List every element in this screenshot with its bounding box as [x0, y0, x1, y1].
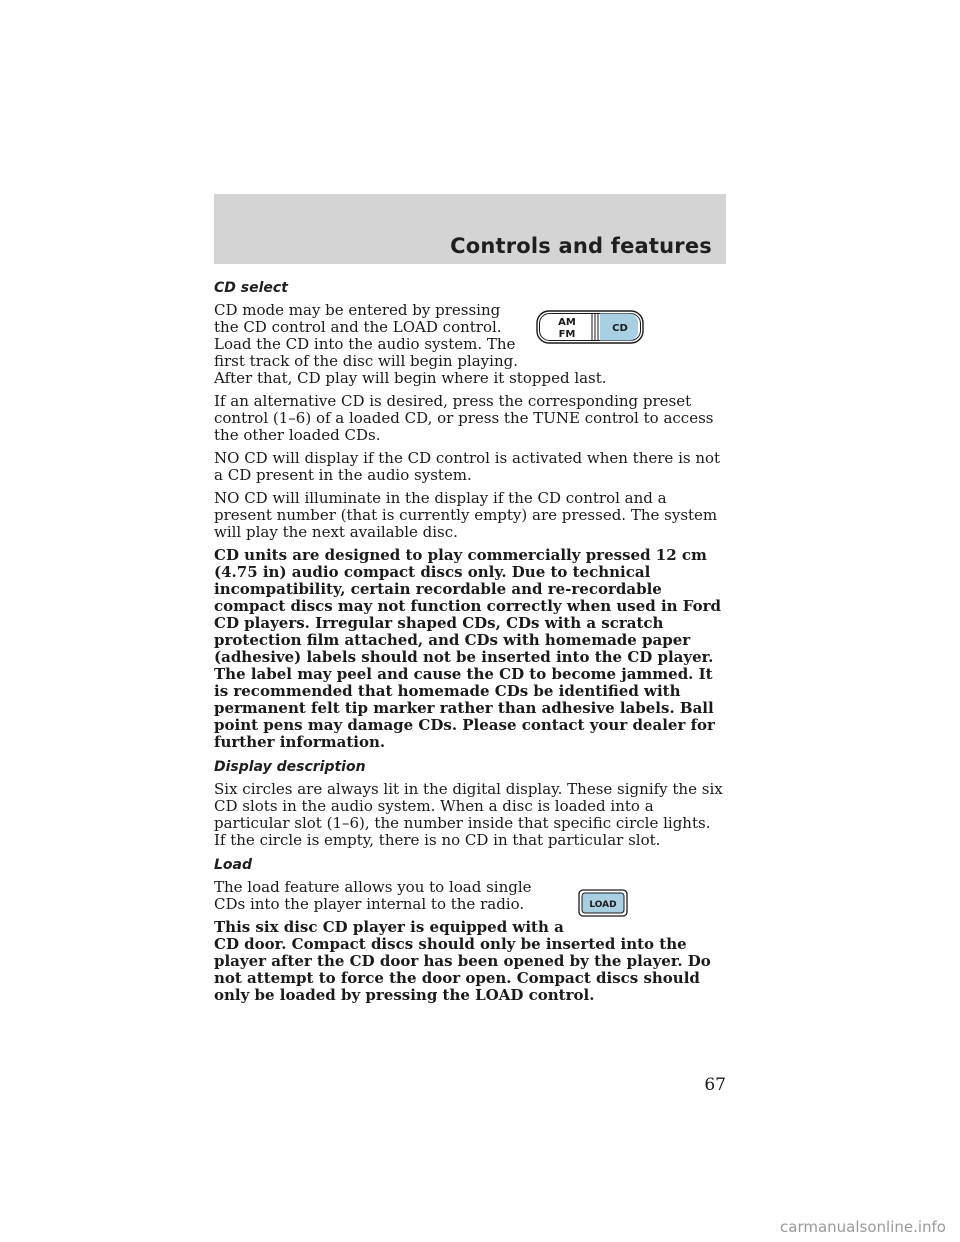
load-paragraph: The load feature allows you to load single CDs into the player internal to the radio.: [214, 878, 532, 913]
load-label: LOAD: [589, 900, 617, 910]
am-fm-cd-control-icon: [536, 310, 644, 348]
cd-select-paragraph-2: If an alternative CD is desired, press the corresponding preset control (1–6) of a loaded CD, or press the TUNE control to access the other loaded CDs.: [214, 392, 714, 444]
display-description-heading: Display description: [214, 759, 366, 775]
am-label: AM: [558, 317, 576, 328]
cd-select-paragraph-3: NO CD will display if the CD control is activated when there is not a CD present in the audio system.: [214, 449, 721, 484]
fm-label: FM: [558, 329, 576, 340]
cd-label: CD: [612, 323, 628, 334]
cd-warning-paragraph: CD units are designed to play commercially pressed 12 cm (4.75 in) audio compact discs only. Due to technical incompatibility, certain recordable and re-recordable compact discs may not function correctly when used in Ford CD players. Irregular shaped CDs, CDs with a scratch protection film attached, and CDs with homemade paper (adhesive) labels should not be inserted into the CD player. The label may peel and cause the CD to become jammed. It is recommended that homemade CDs be identified with permanent felt tip marker rather than adhesive labels. Ball point pens may damage CDs. Please contact your dealer for further information.: [214, 546, 722, 751]
page-content: [214, 280, 726, 1010]
cd-select-paragraph-4: NO CD will illuminate in the display if the CD control and a present number (that is currently empty) are pressed. The system will play the next available disc.: [214, 489, 718, 541]
display-description-paragraph: Six circles are always lit in the digital display. These signify the six CD slots in the audio system. When a disc is loaded into a particular slot (1–6), the number inside that specific circle lights. If the circle is empty, there is no CD in that particular slot.: [214, 780, 723, 849]
cd-select-heading: CD select: [214, 280, 288, 296]
section-header-band: [214, 194, 726, 264]
cd-select-paragraph-1: CD mode may be entered by pressing the CD control and the LOAD control. Load the CD into the audio system. The first track of the disc will begin playing. After that, CD play will begin where it stopped last.: [214, 301, 607, 387]
load-heading: Load: [214, 857, 253, 873]
load-warning-paragraph: This six disc CD player is equipped with a CD door. Compact discs should only be inserted into the player after the CD door has been opened by the player. Do not attempt to force the door open. Compact discs should only be loaded by pressing the LOAD control.: [214, 918, 711, 1004]
page-number: 67: [704, 1075, 726, 1095]
load-control-icon: [578, 889, 628, 921]
watermark: carmanualsonline.info: [780, 1218, 946, 1236]
section-title: Controls and features: [450, 234, 712, 258]
